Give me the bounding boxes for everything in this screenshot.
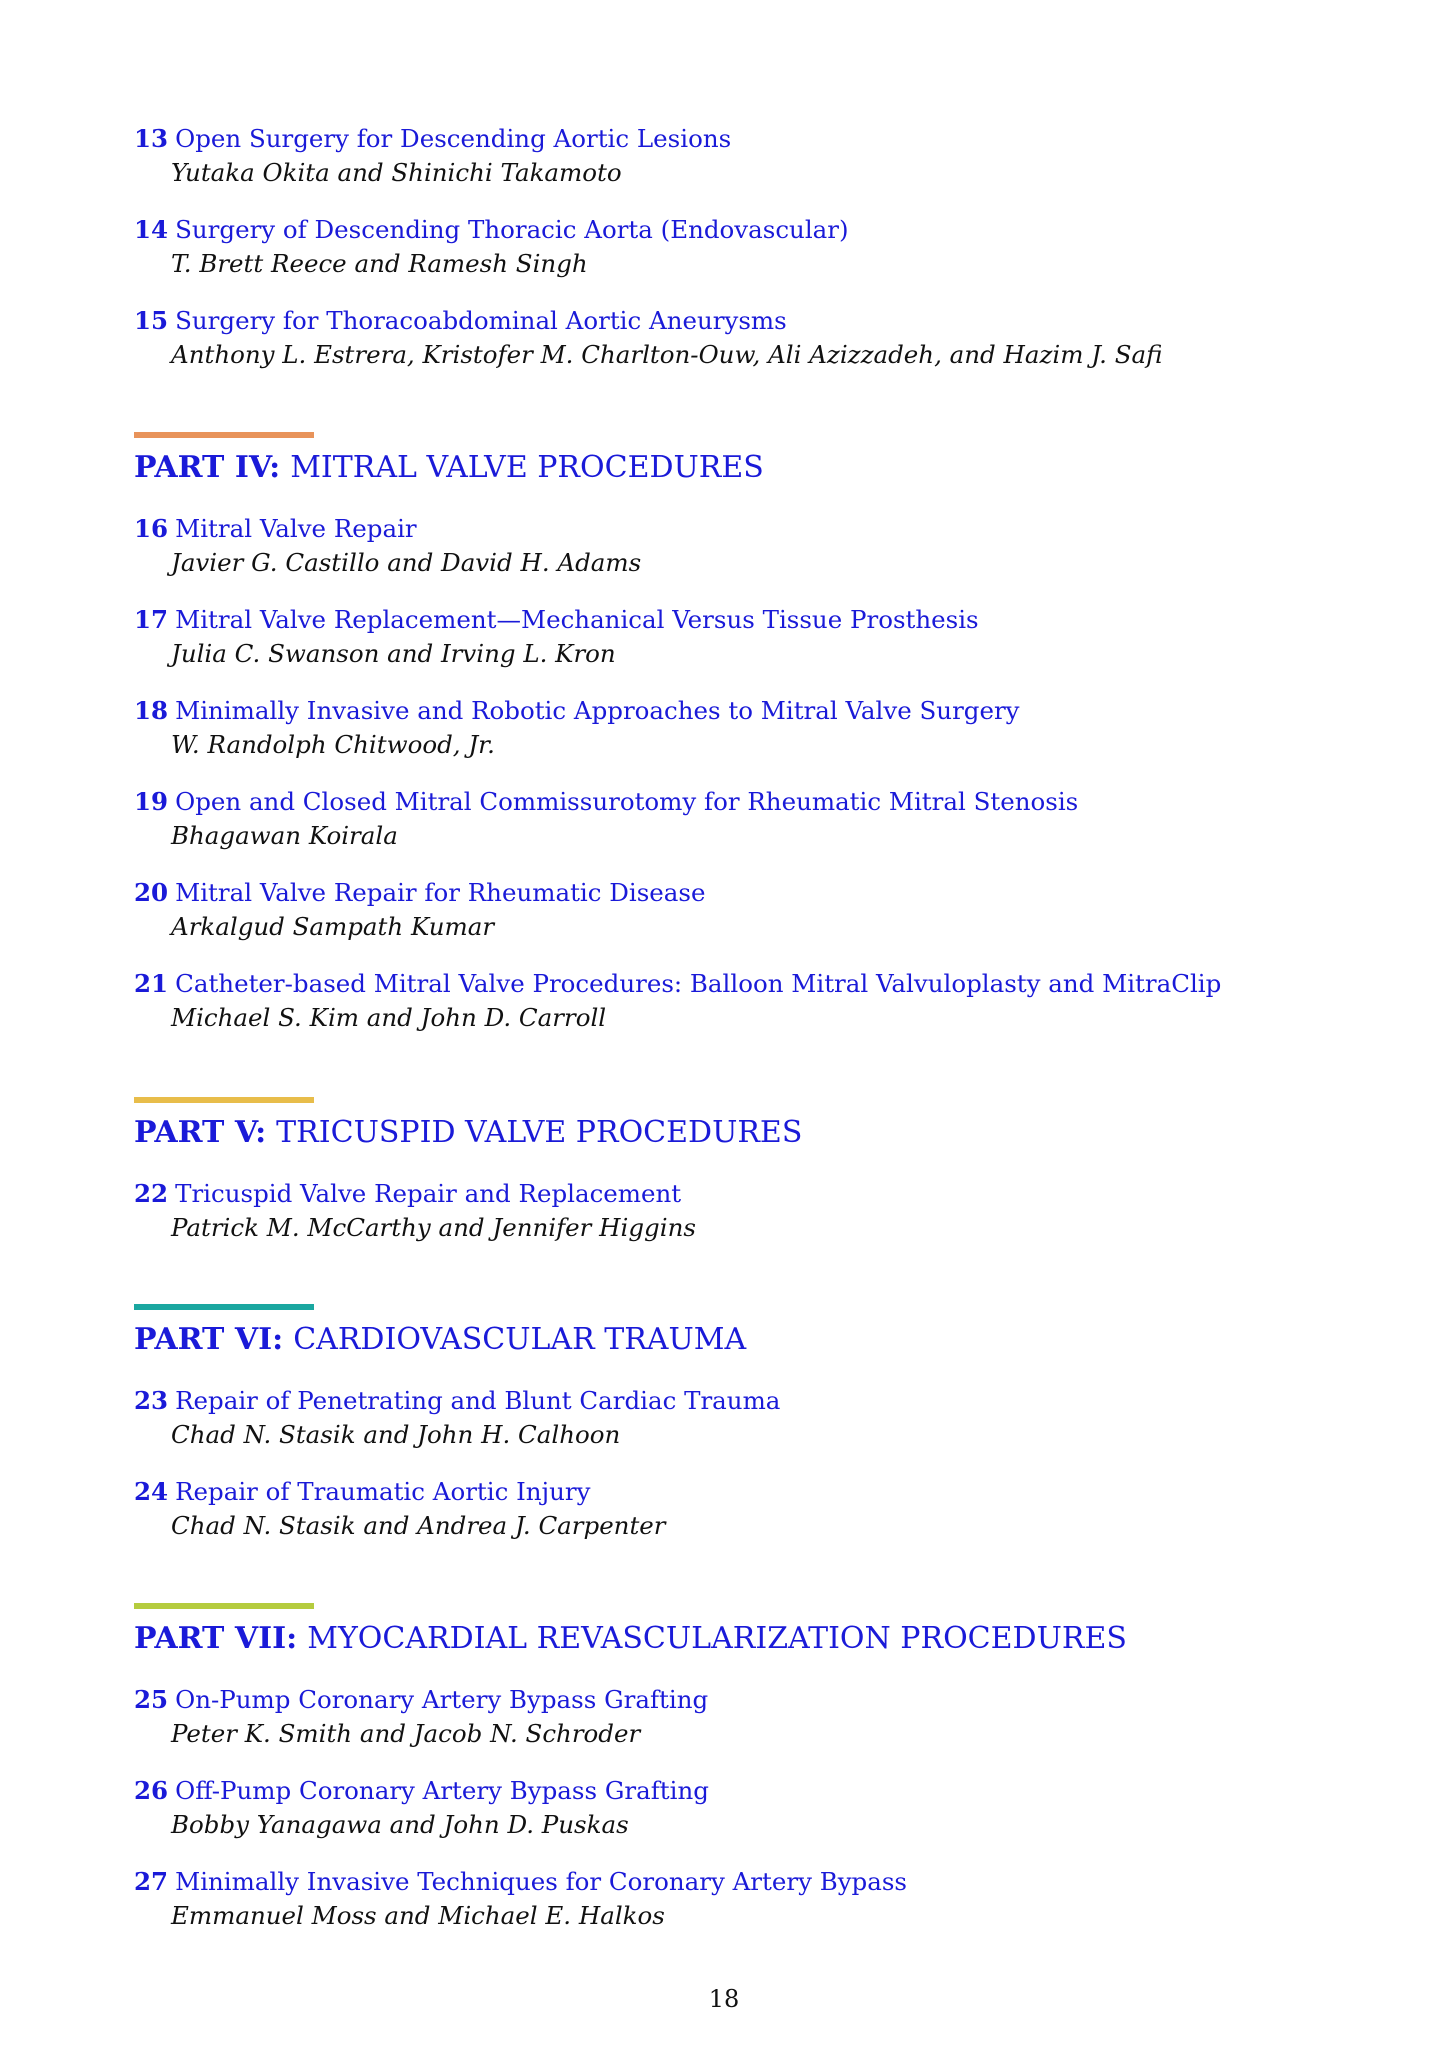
chapter-authors: Peter K. Smith and Jacob N. Schroder bbox=[171, 1719, 641, 1748]
chapter-title-line[interactable] bbox=[134, 514, 1394, 544]
chapter-number: 21 bbox=[134, 969, 169, 998]
chapter-authors: Yutaka Okita and Shinichi Takamoto bbox=[171, 158, 622, 187]
part-color-bar bbox=[134, 1304, 314, 1310]
chapter-title-line[interactable] bbox=[134, 306, 1394, 336]
chapter-entry-22[interactable] bbox=[134, 1179, 1394, 1243]
chapter-number: 14 bbox=[134, 215, 169, 244]
chapter-title-line[interactable] bbox=[134, 787, 1394, 817]
chapter-title[interactable]: Repair of Penetrating and Blunt Cardiac Trauma bbox=[175, 1386, 781, 1415]
chapter-title[interactable]: Off-Pump Coronary Artery Bypass Grafting bbox=[175, 1776, 709, 1805]
chapter-title[interactable]: Tricuspid Valve Repair and Replacement bbox=[175, 1179, 682, 1208]
part-heading-v bbox=[134, 1097, 1394, 1153]
chapter-title[interactable]: Mitral Valve Repair for Rheumatic Disease bbox=[175, 878, 706, 907]
chapter-title-line[interactable] bbox=[134, 1776, 1394, 1806]
part-label: PART V: bbox=[134, 1115, 267, 1150]
part-title[interactable] bbox=[134, 1619, 1394, 1659]
chapter-number: 18 bbox=[134, 696, 169, 725]
chapter-title[interactable]: Surgery of Descending Thoracic Aorta (Endovascular) bbox=[175, 215, 849, 244]
chapter-authors: Patrick M. McCarthy and Jennifer Higgins bbox=[171, 1213, 696, 1242]
part-color-bar bbox=[134, 1097, 314, 1103]
chapter-authors: W. Randolph Chitwood, Jr. bbox=[171, 730, 495, 759]
chapter-number: 17 bbox=[134, 605, 169, 634]
part-color-bar bbox=[134, 432, 314, 438]
chapter-entry-15[interactable] bbox=[134, 306, 1394, 370]
chapter-title-line[interactable] bbox=[134, 1867, 1394, 1897]
chapter-authors: Bhagawan Koirala bbox=[171, 821, 398, 850]
chapter-title-line[interactable] bbox=[134, 1386, 1394, 1416]
chapter-number: 23 bbox=[134, 1386, 169, 1415]
chapter-number: 27 bbox=[134, 1867, 169, 1896]
chapter-authors: Julia C. Swanson and Irving L. Kron bbox=[171, 639, 616, 668]
part-color-bar bbox=[134, 1603, 314, 1609]
chapter-entry-25[interactable] bbox=[134, 1685, 1394, 1749]
part-title[interactable] bbox=[134, 1113, 1394, 1153]
part-label: PART IV: bbox=[134, 450, 281, 485]
chapter-entry-19[interactable] bbox=[134, 787, 1394, 851]
chapter-authors: T. Brett Reece and Ramesh Singh bbox=[171, 249, 588, 278]
chapter-title-line[interactable] bbox=[134, 1685, 1394, 1715]
chapter-authors: Emmanuel Moss and Michael E. Halkos bbox=[171, 1901, 665, 1930]
chapter-title[interactable]: Repair of Traumatic Aortic Injury bbox=[175, 1477, 591, 1506]
chapter-number: 24 bbox=[134, 1477, 169, 1506]
chapter-title[interactable]: Mitral Valve Repair bbox=[175, 514, 417, 543]
chapter-number: 26 bbox=[134, 1776, 169, 1805]
chapter-authors: Michael S. Kim and John D. Carroll bbox=[171, 1003, 607, 1032]
chapter-authors: Bobby Yanagawa and John D. Puskas bbox=[171, 1810, 629, 1839]
part-name: MITRAL VALVE PROCEDURES bbox=[290, 450, 764, 485]
chapter-authors: Chad N. Stasik and John H. Calhoon bbox=[171, 1420, 621, 1449]
chapter-entry-13[interactable] bbox=[134, 124, 1394, 188]
chapter-title[interactable]: Open and Closed Mitral Commissurotomy for Rheumatic Mitral Stenosis bbox=[175, 787, 1079, 816]
chapter-number: 13 bbox=[134, 124, 169, 153]
chapter-title[interactable]: Open Surgery for Descending Aortic Lesions bbox=[175, 124, 732, 153]
chapter-entry-17[interactable] bbox=[134, 605, 1394, 669]
chapter-entry-21[interactable] bbox=[134, 969, 1394, 1033]
chapter-entry-14[interactable] bbox=[134, 215, 1394, 279]
chapter-entry-26[interactable] bbox=[134, 1776, 1394, 1840]
chapter-entry-20[interactable] bbox=[134, 878, 1394, 942]
chapter-title-line[interactable] bbox=[134, 696, 1394, 726]
chapter-entry-27[interactable] bbox=[134, 1867, 1394, 1931]
part-name: MYOCARDIAL REVASCULARIZATION PROCEDURES bbox=[307, 1621, 1127, 1656]
part-label: PART VI: bbox=[134, 1322, 284, 1357]
chapter-authors: Anthony L. Estrera, Kristofer M. Charlton-Ouw, Ali Azizzadeh, and Hazim J. Safi bbox=[171, 340, 1163, 369]
chapter-number: 20 bbox=[134, 878, 169, 907]
part-label: PART VII: bbox=[134, 1621, 298, 1656]
page-number: 18 bbox=[708, 1985, 740, 2013]
chapter-title[interactable]: Minimally Invasive Techniques for Coronary Artery Bypass bbox=[175, 1867, 907, 1896]
chapter-title-line[interactable] bbox=[134, 878, 1394, 908]
chapter-authors: Chad N. Stasik and Andrea J. Carpenter bbox=[171, 1511, 666, 1540]
chapter-title-line[interactable] bbox=[134, 1477, 1394, 1507]
chapter-entry-23[interactable] bbox=[134, 1386, 1394, 1450]
chapter-title[interactable]: Surgery for Thoracoabdominal Aortic Aneurysms bbox=[175, 306, 787, 335]
chapter-title-line[interactable] bbox=[134, 124, 1394, 154]
part-title[interactable] bbox=[134, 448, 1394, 488]
chapter-authors: Javier G. Castillo and David H. Adams bbox=[171, 548, 642, 577]
chapter-title-line[interactable] bbox=[134, 1179, 1394, 1209]
chapter-number: 19 bbox=[134, 787, 169, 816]
chapter-entry-16[interactable] bbox=[134, 514, 1394, 578]
chapter-number: 25 bbox=[134, 1685, 169, 1714]
chapter-title-line[interactable] bbox=[134, 605, 1394, 635]
part-heading-iv bbox=[134, 432, 1394, 488]
chapter-entry-18[interactable] bbox=[134, 696, 1394, 760]
chapter-title[interactable]: Minimally Invasive and Robotic Approaches to Mitral Valve Surgery bbox=[175, 696, 1020, 725]
chapter-authors: Arkalgud Sampath Kumar bbox=[171, 912, 495, 941]
part-heading-vi bbox=[134, 1304, 1394, 1360]
chapter-entry-24[interactable] bbox=[134, 1477, 1394, 1541]
chapter-title[interactable]: Mitral Valve Replacement—Mechanical Versus Tissue Prosthesis bbox=[175, 605, 979, 634]
chapter-number: 15 bbox=[134, 306, 169, 335]
chapter-title-line[interactable] bbox=[134, 969, 1394, 999]
chapter-number: 16 bbox=[134, 514, 169, 543]
chapter-number: 22 bbox=[134, 1179, 169, 1208]
chapter-title[interactable]: On-Pump Coronary Artery Bypass Grafting bbox=[175, 1685, 709, 1714]
part-name: TRICUSPID VALVE PROCEDURES bbox=[276, 1115, 803, 1150]
chapter-title[interactable]: Catheter-based Mitral Valve Procedures: Balloon Mitral Valvuloplasty and MitraClip bbox=[175, 969, 1222, 998]
part-name: CARDIOVASCULAR TRAUMA bbox=[293, 1322, 747, 1357]
part-title[interactable] bbox=[134, 1320, 1394, 1360]
part-heading-vii bbox=[134, 1603, 1394, 1659]
chapter-title-line[interactable] bbox=[134, 215, 1394, 245]
